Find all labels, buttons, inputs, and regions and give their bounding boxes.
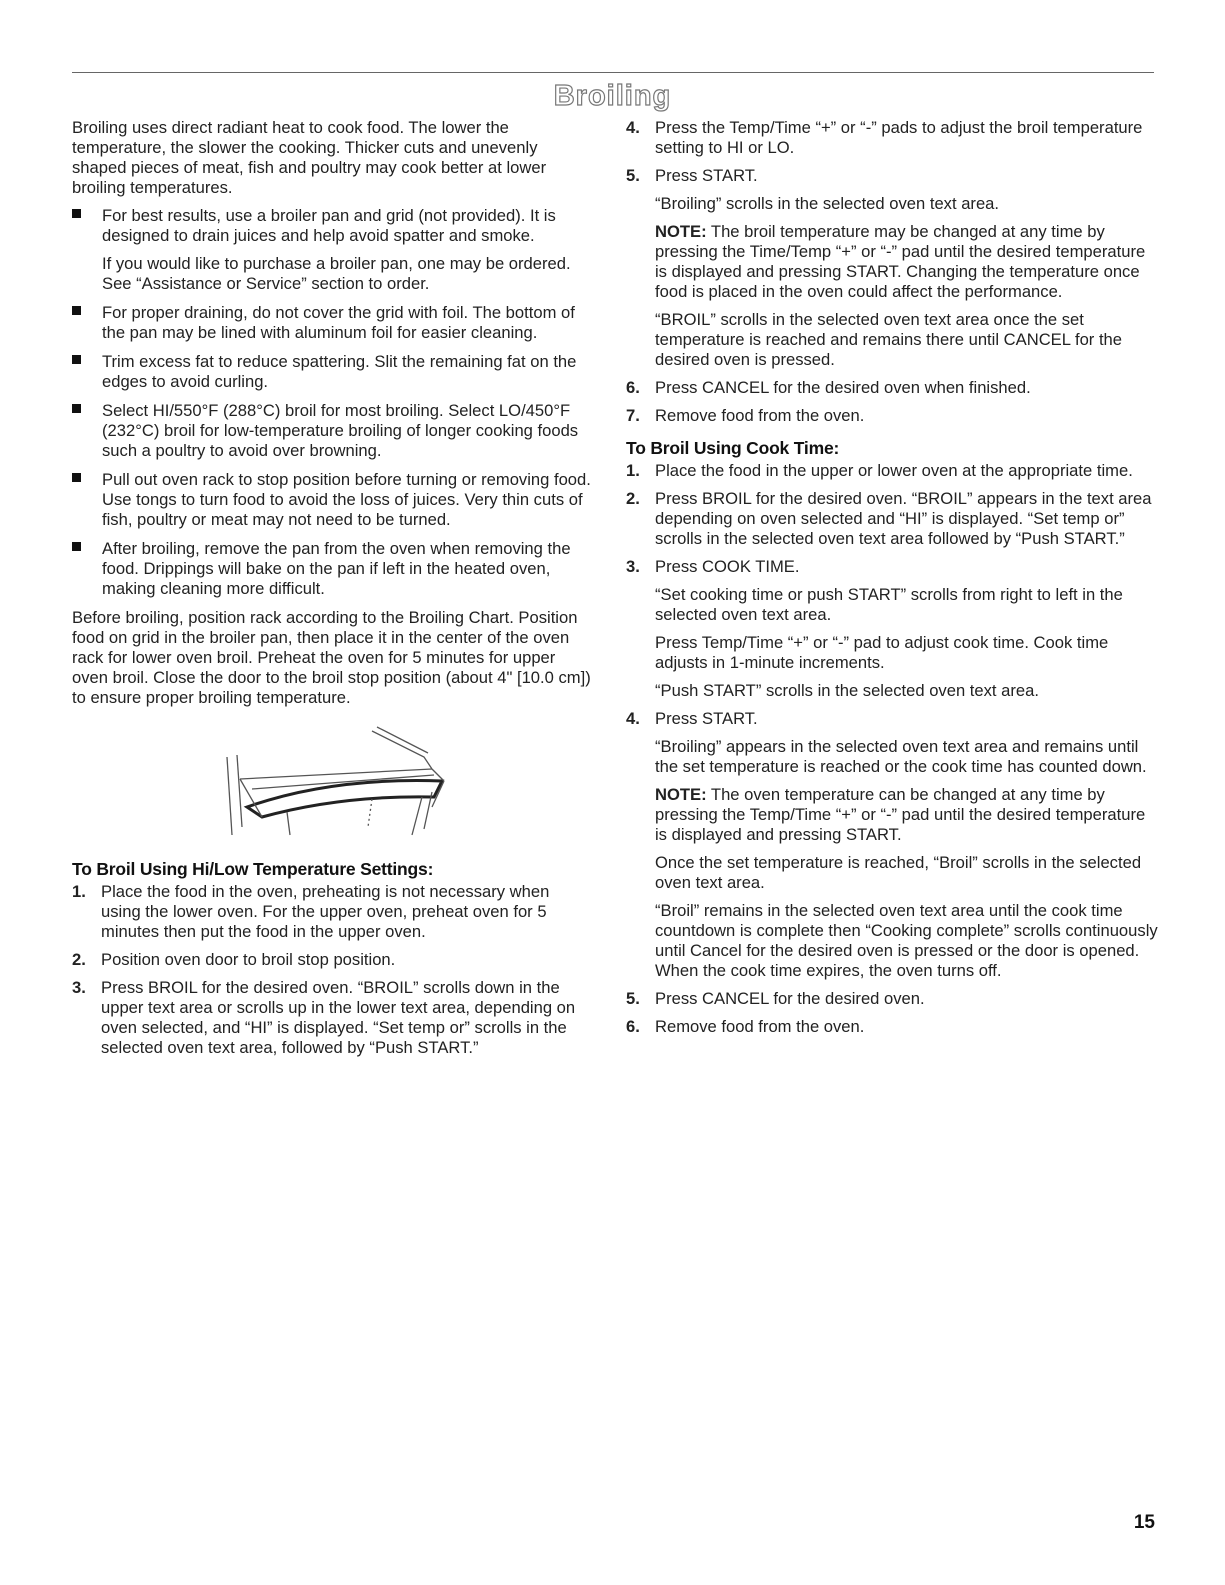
top-rule bbox=[72, 72, 1154, 73]
list-item bbox=[626, 461, 1158, 481]
step-text: Position oven door to broil stop position. bbox=[101, 950, 396, 969]
list-item bbox=[626, 557, 1158, 701]
step-text: Place the food in the upper or lower oven at the appropriate time. bbox=[655, 461, 1133, 480]
intro-paragraph: Broiling uses direct radiant heat to cook food. The lower the temperature, the slower the cooking. Thicker cuts and unevenly shaped pieces of meat, fish and poultry may cook better at lower broiling temperatures. bbox=[72, 118, 547, 197]
list-item bbox=[626, 1017, 1158, 1037]
step-subtext: “Broiling” appears in the selected oven text area and remains until the set temperature is reached or the cook time has counted down. bbox=[655, 737, 1147, 776]
step-subtext: “BROIL” scrolls in the selected oven text area once the set temperature is reached and remains there until CANCEL for the desired oven is pressed. bbox=[655, 310, 1123, 369]
step-subtext: “Set cooking time or push START” scrolls from right to left in the selected oven text area. bbox=[655, 585, 1123, 624]
note-text: The oven temperature can be changed at any time by pressing the Temp/Time “+” or “-” pad until the desired temperature is displayed and pressing START. bbox=[655, 785, 1146, 844]
list-item bbox=[72, 303, 592, 343]
list-item bbox=[72, 950, 592, 970]
list-item bbox=[626, 709, 1158, 981]
step-subtext: “Broil” remains in the selected oven text area until the cook time countdown is complete then “Cooking complete” scrolls continuously until Cancel for the desired oven is pressed or the door is opened. When the cook time expires, the oven turns off. bbox=[655, 901, 1158, 980]
step-text: Press CANCEL for the desired oven. bbox=[655, 989, 925, 1008]
list-item bbox=[626, 166, 1158, 370]
note-text: The broil temperature may be changed at any time by pressing the Time/Temp “+” or “-” pad until the desired temperature is displayed and pressing START. Changing the temperature once food is placed in the oven could affect the performance. bbox=[655, 222, 1146, 301]
list-item bbox=[72, 539, 592, 599]
step-number: 3. bbox=[626, 557, 640, 576]
list-item bbox=[72, 401, 592, 461]
bullet-square-icon bbox=[72, 355, 81, 364]
note-label: NOTE: bbox=[655, 785, 707, 804]
step-text: Remove food from the oven. bbox=[655, 406, 865, 425]
step-text: Press BROIL for the desired oven. “BROIL” scrolls down in the upper text area or scrolls up in the lower text area, depending on oven selected, and “HI” is displayed. “Set temp or” scrolls in the selected oven text area, followed by “Push START.” bbox=[101, 978, 576, 1057]
step-number: 6. bbox=[626, 1017, 640, 1036]
bullet-square-icon bbox=[72, 542, 81, 551]
bullet-text: After broiling, remove the pan from the oven when removing the food. Drippings will bake on the pan if left in the heated oven, making cleaning more difficult. bbox=[102, 539, 571, 598]
list-item bbox=[626, 489, 1158, 549]
list-item bbox=[626, 989, 1158, 1009]
step-text: Press COOK TIME. bbox=[655, 557, 800, 576]
list-item bbox=[626, 378, 1158, 398]
left-column bbox=[72, 118, 592, 1066]
step-number: 6. bbox=[626, 378, 640, 397]
hilow-steps bbox=[72, 882, 592, 1058]
cooktime-heading: To Broil Using Cook Time: bbox=[626, 438, 840, 458]
step-subtext: “Push START” scrolls in the selected oven text area. bbox=[655, 681, 1039, 700]
step-number: 2. bbox=[626, 489, 640, 508]
cooktime-steps bbox=[626, 461, 1158, 1037]
step-number: 7. bbox=[626, 406, 640, 425]
list-item bbox=[72, 206, 592, 294]
step-number: 5. bbox=[626, 989, 640, 1008]
page-number: 15 bbox=[1133, 1512, 1155, 1533]
step-text: Press CANCEL for the desired oven when finished. bbox=[655, 378, 1031, 397]
bullet-text: Pull out oven rack to stop position before turning or removing food. Use tongs to turn food to avoid the loss of juices. Very thin cuts of fish, poultry or meat may not need to be turned. bbox=[102, 470, 591, 529]
step-number: 3. bbox=[72, 978, 86, 997]
step-number: 5. bbox=[626, 166, 640, 185]
step-note bbox=[655, 785, 1158, 845]
bullet-square-icon bbox=[72, 209, 81, 218]
step-text: Press START. bbox=[655, 166, 758, 185]
step-text: Remove food from the oven. bbox=[655, 1017, 865, 1036]
list-item bbox=[72, 882, 592, 942]
list-item bbox=[72, 470, 592, 530]
bullet-text: Trim excess fat to reduce spattering. Slit the remaining fat on the edges to avoid curling. bbox=[102, 352, 577, 391]
rack-position-paragraph: Before broiling, position rack according to the Broiling Chart. Position food on grid in the broiler pan, then place it in the center of the oven rack for lower oven broil. Preheat the oven for 5 minutes for upper oven broil. Close the door to the broil stop position (about 4" [10.0 cm]) to ensure proper broiling temperature. bbox=[72, 608, 591, 707]
hilow-heading: To Broil Using Hi/Low Temperature Settings: bbox=[72, 859, 434, 879]
bullet-square-icon bbox=[72, 473, 81, 482]
step-text: Place the food in the oven, preheating is not necessary when using the lower oven. For the upper oven, preheat oven for 5 minutes then put the food in the upper oven. bbox=[101, 882, 550, 941]
step-text: Press START. bbox=[655, 709, 758, 728]
step-text: Press BROIL for the desired oven. “BROIL” appears in the text area depending on oven selected and “HI” is displayed. “Set temp or” scrolls in the selected oven text area followed by “Push START.” bbox=[655, 489, 1152, 548]
note-label: NOTE: bbox=[655, 222, 707, 241]
list-item bbox=[72, 978, 592, 1058]
bullet-text: Select HI/550°F (288°C) broil for most broiling. Select LO/450°F (232°C) broil for low-temperature broiling of longer cooking foods such a poultry to avoid over browning. bbox=[102, 401, 579, 460]
step-number: 1. bbox=[72, 882, 86, 901]
list-item bbox=[626, 406, 1158, 426]
step-number: 2. bbox=[72, 950, 86, 969]
step-number: 1. bbox=[626, 461, 640, 480]
page-title: Broiling bbox=[553, 80, 672, 112]
bullet-square-icon bbox=[72, 404, 81, 413]
list-item bbox=[72, 352, 592, 392]
list-item bbox=[626, 118, 1158, 158]
step-subtext: “Broiling” scrolls in the selected oven text area. bbox=[655, 194, 1000, 213]
step-number: 4. bbox=[626, 709, 640, 728]
bullet-text: For best results, use a broiler pan and grid (not provided). It is designed to drain juices and help avoid spatter and smoke. bbox=[102, 206, 556, 245]
bullet-subtext: If you would like to purchase a broiler pan, one may be ordered. See “Assistance or Service” section to order. bbox=[102, 254, 571, 293]
hilow-steps-continued bbox=[626, 118, 1158, 426]
bullet-square-icon bbox=[72, 306, 81, 315]
right-column bbox=[626, 118, 1158, 1045]
step-subtext: Press Temp/Time “+” or “-” pad to adjust cook time. Cook time adjusts in 1-minute increments. bbox=[655, 633, 1109, 672]
step-number: 4. bbox=[626, 118, 640, 137]
bullet-text: For proper draining, do not cover the grid with foil. The bottom of the pan may be lined with aluminum foil for easier cleaning. bbox=[102, 303, 575, 342]
tips-list bbox=[72, 206, 592, 599]
step-text: Press the Temp/Time “+” or “-” pads to adjust the broil temperature setting to HI or LO. bbox=[655, 118, 1143, 157]
step-subtext: Once the set temperature is reached, “Broil” scrolls in the selected oven text area. bbox=[655, 853, 1142, 892]
oven-door-broil-stop-illustration bbox=[72, 717, 592, 847]
step-note bbox=[655, 222, 1158, 302]
